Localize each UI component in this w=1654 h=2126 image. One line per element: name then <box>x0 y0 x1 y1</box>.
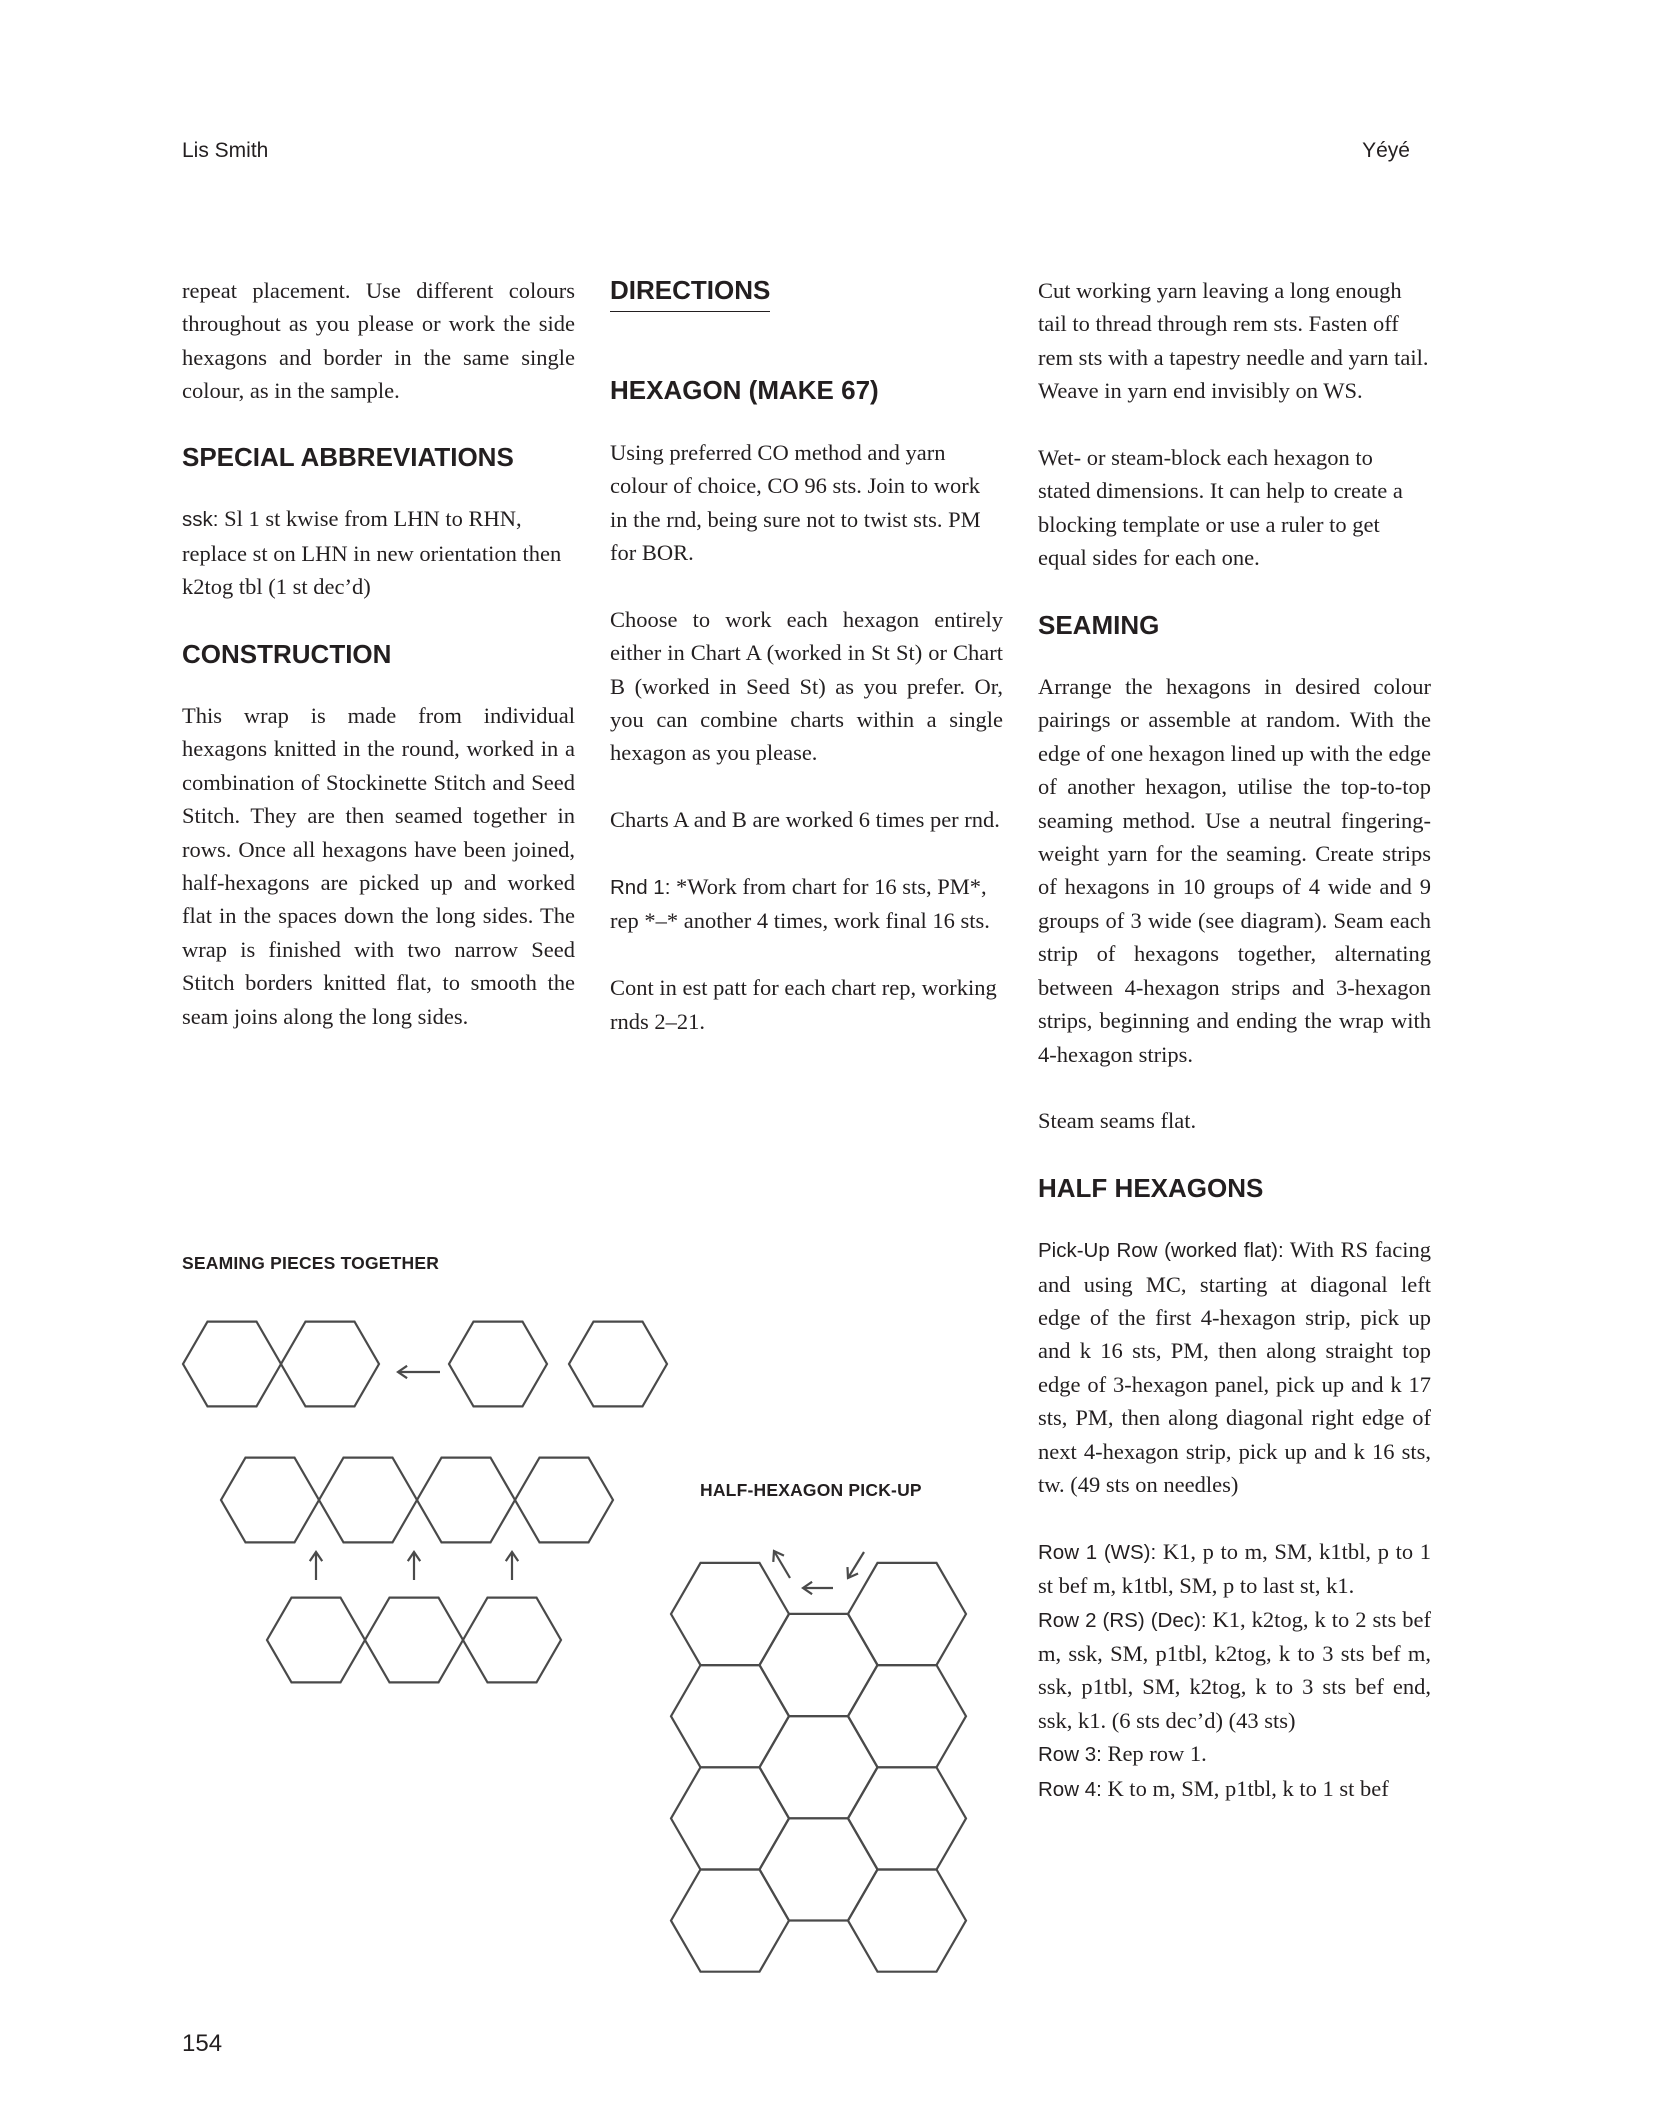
pickup-diagram-title: HALF-HEXAGON PICK-UP <box>700 1480 922 1500</box>
pickup-row-label: Pick-Up Row (worked flat): <box>1038 1239 1284 1263</box>
hexagon <box>760 1818 878 1920</box>
hexagon <box>463 1598 561 1683</box>
hexagon <box>417 1458 515 1543</box>
seaming-diagram-title: SEAMING PIECES TOGETHER <box>182 1253 440 1273</box>
row4-text: K to m, SM, p1tbl, k to 1 st bef <box>1101 1775 1389 1801</box>
hexagon <box>848 1767 966 1869</box>
hexagon <box>671 1665 789 1767</box>
construction-paragraph: This wrap is made from individual hexagons knitted in the round, worked in a combination of Stockinette Stitch and Seed Stitch. They are then seamed together in rows. Once all hexagons have been joined, half-hexagons are picked up and worked flat in the spaces down the long sides. The wrap is finished with two narrow Seed Stitch borders knitted flat, to smooth the seam joins along the long sides. <box>182 703 575 1029</box>
ssk-term: ssk: <box>182 508 219 532</box>
co-paragraph: Using preferred CO method and yarn colour of choice, CO 96 sts. Join to work in the rnd, being sure not to twist sts. PM for BOR. <box>610 439 981 566</box>
page-number: 154 <box>182 2030 223 2057</box>
hexagon <box>281 1322 379 1407</box>
row3-text: Rep row 1. <box>1101 1741 1207 1767</box>
intro-paragraph: repeat placement. Use different colours throughout as you please or work the side hexagons and border in the same single colour, as in the sample. <box>182 278 575 404</box>
half-hexagon-pickup-diagram <box>671 1551 966 1972</box>
hexagon <box>760 1716 878 1818</box>
hexagon <box>848 1665 966 1767</box>
row1-label: Row 1 (WS): <box>1038 1540 1157 1564</box>
hexagon <box>365 1598 463 1683</box>
row4-label: Row 4: <box>1038 1777 1102 1801</box>
chart-repeat-paragraph: Charts A and B are worked 6 times per rnd. <box>610 807 1000 833</box>
hexagon <box>671 1563 789 1665</box>
blocking-paragraph: Wet- or steam-block each hexagon to stated dimensions. It can help to create a blocking template or use a ruler to get equal sides for each one. <box>1038 445 1403 571</box>
steam-paragraph: Steam seams flat. <box>1038 1108 1197 1134</box>
ssk-text: Sl 1 st kwise from LHN to RHN, replace st on LHN in new orientation then k2tog tbl (1 st dec’d) <box>182 506 562 600</box>
row2-text: K1, k2tog, k to 2 sts bef m, ssk, SM, p1tbl, k2tog, k to 3 sts bef m, ssk, p1tbl, SM, k2tog, k to 3 sts bef end, ssk, k1. (6 sts dec’d) (43 sts) <box>1038 1606 1431 1733</box>
hexagon <box>319 1458 417 1543</box>
seaming-paragraph: Arrange the hexagons in desired colour pairings or assemble at random. With the edge of one hexagon lined up with the edge of another hexagon, utilise the top-to-top seaming method. Use a neutral fingering-weight yarn for the seaming. Create strips of hexagons in 10 groups of 4 wide and 9 groups of 3 wide (see diagram). Seam each strip of hexagons together, alternating between 4-hexagon strips and 3-hexagon strips, beginning and ending the wrap with 4-hexagon strips. <box>1038 674 1431 1067</box>
row1-text: K1, p to m, SM, k1tbl, p to 1 st bef m, k1tbl, SM, p to last st, k1. <box>1038 1538 1431 1599</box>
hexagon <box>848 1563 966 1665</box>
row3-label: Row 3: <box>1038 1743 1102 1767</box>
row2-label: Row 2 (RS) (Dec): <box>1038 1608 1207 1632</box>
hexagon <box>183 1322 281 1407</box>
rnd1-text: *Work from chart for 16 sts, PM*, rep *–* another 4 times, work final 16 sts. <box>610 874 990 934</box>
seaming-heading: SEAMING <box>1038 609 1160 640</box>
special-abbreviations-heading: SPECIAL ABBREVIATIONS <box>182 442 514 473</box>
hexagon <box>848 1870 966 1972</box>
hexagon <box>760 1614 878 1716</box>
continue-paragraph: Cont in est patt for each chart rep, working rnds 2–21. <box>610 975 997 1034</box>
hexagon <box>221 1458 319 1543</box>
hexagon <box>515 1458 613 1543</box>
seaming-diagram <box>183 1322 667 1683</box>
half-hexagons-heading: HALF HEXAGONS <box>1038 1172 1264 1203</box>
fasten-off-paragraph: Cut working yarn leaving a long enough tail to thread through rem sts. Fasten off rem sts with a tapestry needle and yarn tail. Weave in yarn end invisibly on WS. <box>1038 278 1429 404</box>
rnd1-label: Rnd 1: <box>610 876 671 900</box>
running-head-title: Yéyé <box>1362 139 1410 162</box>
hexagon <box>267 1598 365 1683</box>
hexagon <box>449 1322 547 1407</box>
hexagon <box>671 1870 789 1972</box>
hexagon <box>569 1322 667 1407</box>
hexagon-heading: HEXAGON (MAKE 67) <box>610 375 879 406</box>
construction-heading: CONSTRUCTION <box>182 638 392 669</box>
running-head-author: Lis Smith <box>182 139 269 162</box>
hexagon <box>671 1767 789 1869</box>
chart-choice-paragraph: Choose to work each hexagon entirely either in Chart A (worked in St St) or Chart B (worked in Seed St) as you prefer. Or, you can combine charts within a single hexagon as you please. <box>610 606 1003 766</box>
directions-heading: DIRECTIONS <box>610 274 770 312</box>
pickup-row-text: With RS facing and using MC, starting at diagonal left edge of the first 4-hexagon strip, pick up and k 16 sts, PM, then along straight top edge of 3-hexagon panel, pick up and k 17 sts, PM, then along diagonal right edge of next 4-hexagon strip, pick up and k 16 sts, tw. (49 sts on needles) <box>1038 1237 1431 1497</box>
